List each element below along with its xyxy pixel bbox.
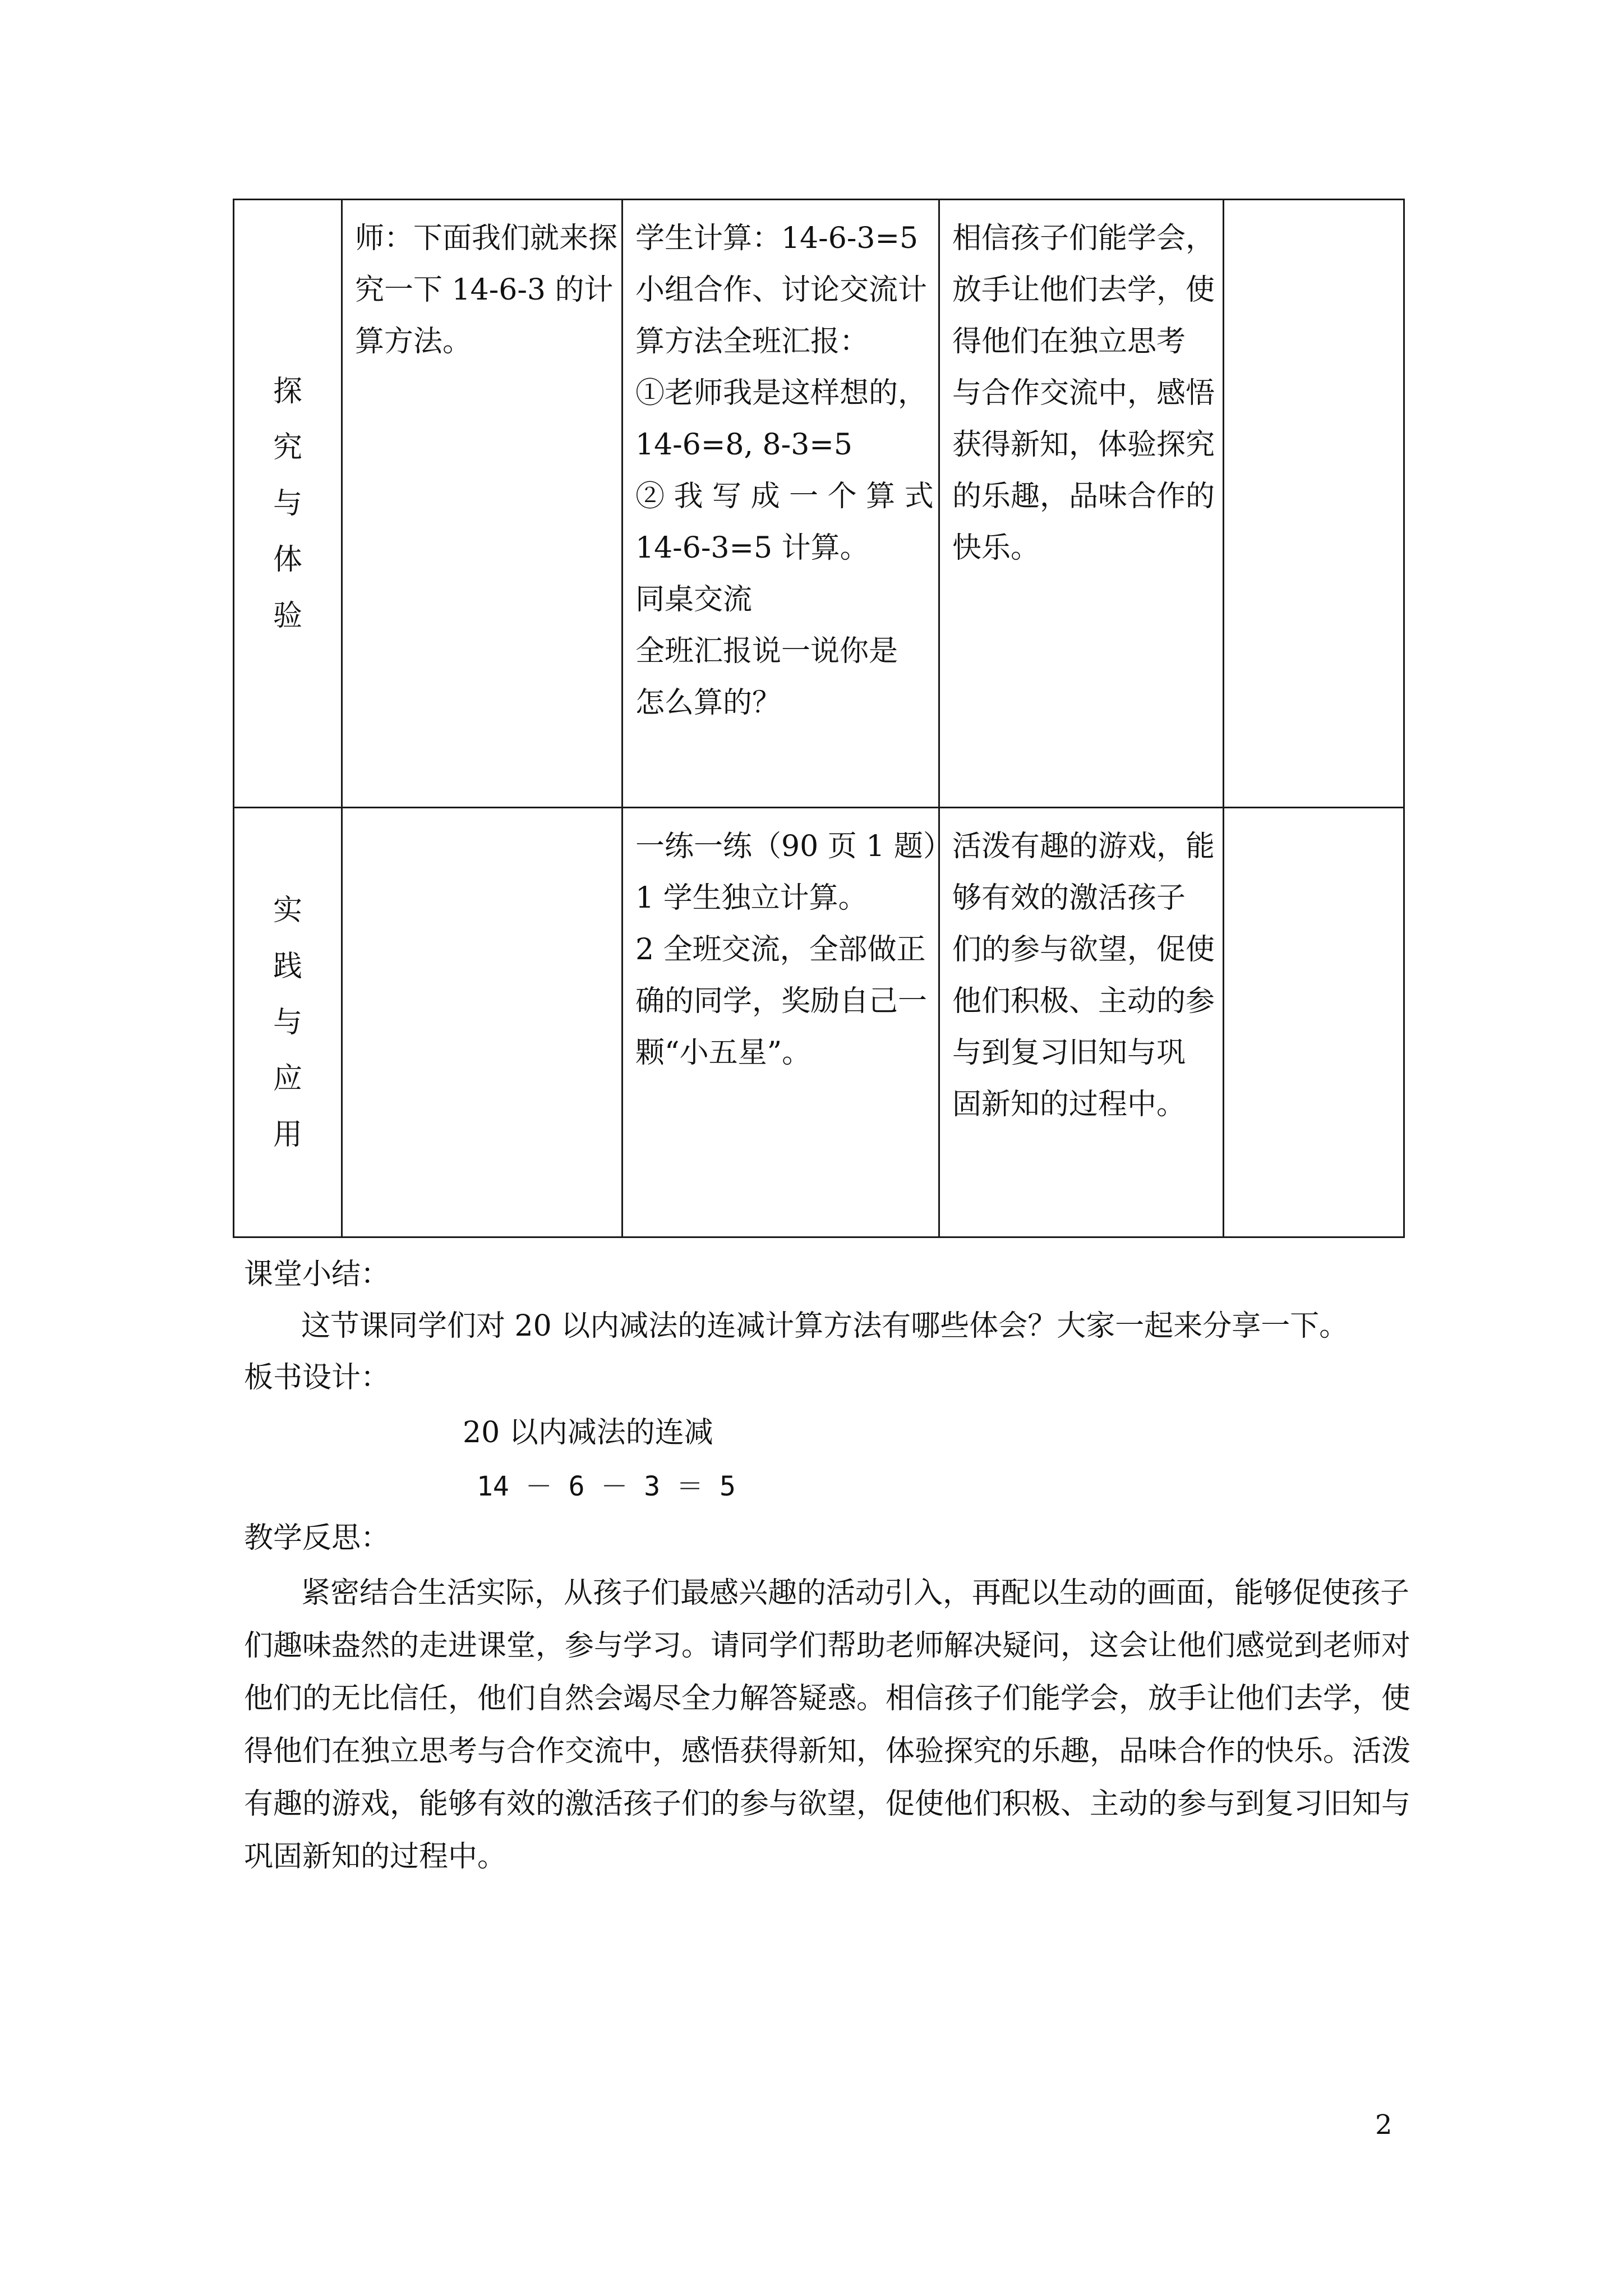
- cell-line: 验: [273, 599, 302, 633]
- cell-line: 活泼有趣的游戏，能: [952, 830, 1215, 863]
- cell-line: 应: [273, 1061, 302, 1096]
- summary-text: 这节课同学们对 20 以内减法的连减计算方法有哪些体会？大家一起来分享一下。: [301, 1309, 1349, 1343]
- table-row-practice: [234, 808, 1404, 1237]
- notes-cell-practice: [1224, 808, 1404, 1237]
- notes-cell-explore: [1224, 200, 1404, 808]
- notes-text: [1224, 808, 1403, 821]
- page-number: 2: [1375, 2109, 1393, 2141]
- reflection-line: 紧密结合生活实际，从孩子们最感兴趣的活动引入，再配以生动的画面，能够促使孩子: [301, 1576, 1410, 1610]
- cell-line: 与合作交流中，感悟: [952, 376, 1215, 410]
- summary-heading: 课堂小结：: [244, 1258, 390, 1291]
- intent-text: [940, 808, 1223, 1130]
- cell-line: 师：下面我们就来探: [355, 222, 618, 255]
- student-cell-practice: [623, 808, 952, 1237]
- student-text: [623, 808, 952, 1079]
- notes-text: [1224, 200, 1403, 213]
- cell-line: 究: [273, 430, 302, 464]
- cell-line: 颗“小五星”。: [635, 1036, 811, 1070]
- reflection-line: 得他们在独立思考与合作交流中，感悟获得新知，体验探究的乐趣，品味合作的快乐。活泼: [244, 1734, 1411, 1768]
- cell-line: 全班汇报说一说你是: [635, 634, 898, 668]
- board-title: 20 以内减法的连减: [463, 1416, 713, 1450]
- cell-line: 用: [273, 1117, 302, 1152]
- cell-line: 算方法全班汇报：: [635, 325, 869, 358]
- cell-line: 究一下 14-6-3 的计: [355, 273, 614, 307]
- cell-line: 与: [273, 1005, 302, 1039]
- teacher-text: [343, 808, 621, 821]
- cell-line: 固新知的过程中。: [952, 1088, 1186, 1121]
- cell-line: 实: [273, 893, 302, 927]
- cell-line: 2 全班交流，全部做正: [635, 933, 926, 967]
- lesson-table: [233, 199, 1405, 1238]
- cell-line: ①老师我是这样想的，: [635, 376, 928, 410]
- cell-line: 14-6-3=5 计算。: [635, 531, 869, 565]
- table-row-explore: [234, 200, 1404, 808]
- reflection-line: 们趣味盎然的走进课堂，参与学习。请同学们帮助老师解决疑问，这会让他们感觉到老师对: [244, 1629, 1411, 1663]
- cell-line: 得他们在独立思考: [952, 325, 1186, 358]
- cell-line: 们的参与欲望，促使: [952, 933, 1215, 967]
- intent-cell-explore: [939, 200, 1224, 808]
- cell-line: 与: [273, 486, 302, 521]
- stage-cell-practice: [234, 808, 342, 1237]
- board-heading: 板书设计：: [244, 1361, 390, 1395]
- cell-line: 相信孩子们能学会，: [952, 222, 1215, 255]
- teacher-cell-practice: [342, 808, 623, 1237]
- cell-line: 确的同学，奖励自己一: [635, 984, 928, 1018]
- board-equation: 14 － 6 － 3 ＝ 5: [477, 1471, 736, 1502]
- cell-line: 快乐。: [952, 531, 1040, 565]
- student-text: [623, 200, 938, 729]
- cell-line: 小组合作、讨论交流计: [635, 273, 928, 307]
- cell-line: 探: [273, 374, 302, 408]
- cell-line: 1 学生独立计算。: [635, 881, 868, 915]
- reflection-line: 他们的无比信任，他们自然会竭尽全力解答疑惑。相信孩子们能学会，放手让他们去学，使: [244, 1682, 1411, 1715]
- stage-cell-explore: [234, 200, 342, 808]
- cell-line: 怎么算的？: [635, 686, 782, 720]
- cell-line: 践: [273, 949, 302, 983]
- cell-line: 体: [273, 542, 302, 577]
- reflection-line: 有趣的游戏，能够有效的激活孩子们的参与欲望，促使他们积极、主动的参与到复习旧知与: [244, 1787, 1411, 1821]
- reflection-heading: 教学反思：: [244, 1521, 390, 1555]
- cell-line: 算方法。: [355, 325, 472, 358]
- cell-line: 的乐趣，品味合作的: [952, 480, 1215, 513]
- reflection-line: 巩固新知的过程中。: [244, 1840, 507, 1874]
- cell-line: ② 我 写 成 一 个 算 式: [635, 480, 934, 513]
- student-cell-explore: [623, 200, 939, 808]
- intent-text: [940, 200, 1223, 574]
- cell-line: 获得新知，体验探究: [952, 428, 1215, 462]
- cell-line: 学生计算：14-6-3=5: [635, 222, 919, 255]
- cell-line: 他们积极、主动的参: [952, 984, 1215, 1018]
- intent-cell-practice: [939, 808, 1224, 1237]
- stage-label: [271, 882, 305, 1163]
- cell-line: 与到复习旧知与巩: [952, 1036, 1186, 1070]
- cell-line: 同桌交流: [635, 583, 753, 616]
- teacher-cell-explore: [342, 200, 623, 808]
- teacher-text: [343, 200, 621, 367]
- cell-line: 放手让他们去学，使: [952, 273, 1215, 307]
- cell-line: 够有效的激活孩子: [952, 881, 1186, 915]
- cell-line: 14-6=8, 8-3=5: [635, 428, 852, 462]
- stage-label: [271, 364, 305, 644]
- cell-line: 一练一练（90 页 1 题）: [635, 830, 952, 863]
